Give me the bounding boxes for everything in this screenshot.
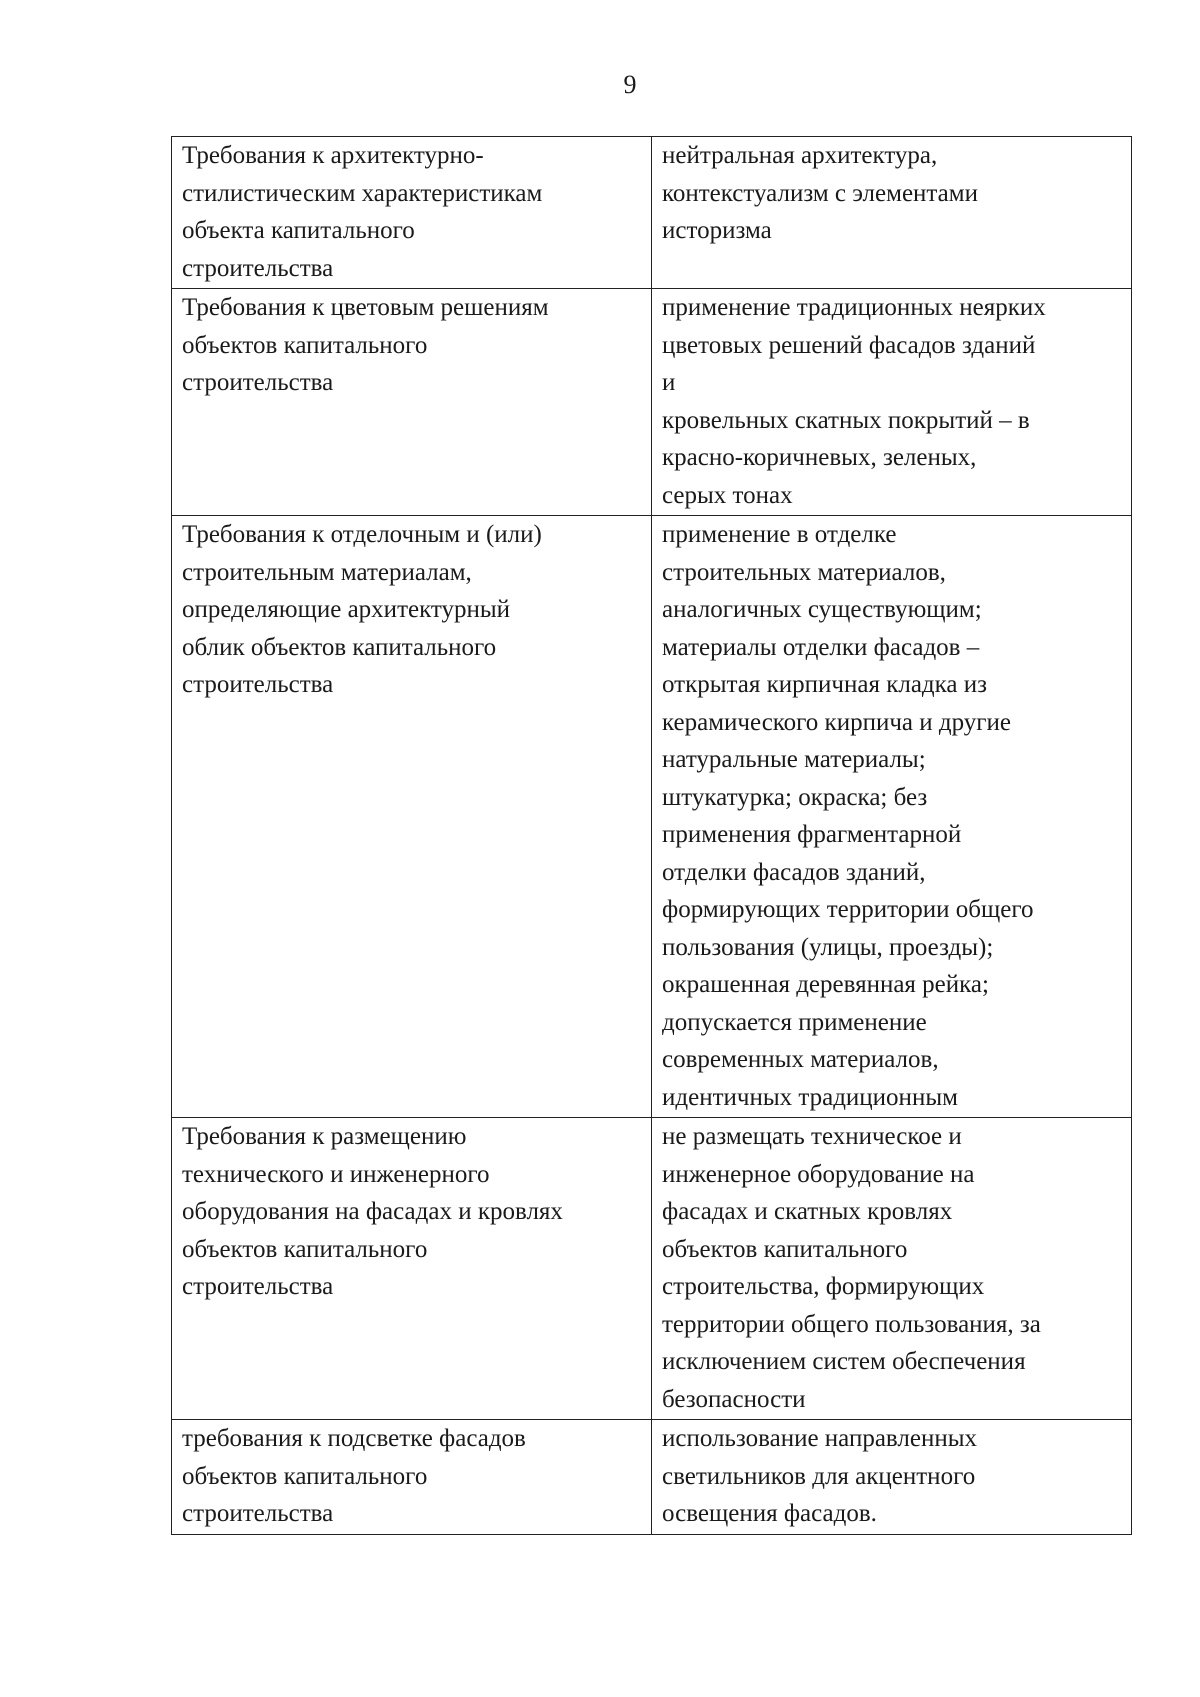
- requirement-cell: Требования к цветовым решениям объектов капитального строительства: [172, 289, 652, 516]
- requirement-cell: Требования к размещению технического и инженерного оборудования на фасадах и кровлях объектов капитального строительства: [172, 1118, 652, 1420]
- value-cell: использование направленных светильников для акцентного освещения фасадов.: [652, 1420, 1132, 1535]
- requirement-cell: требования к подсветке фасадов объектов капитального строительства: [172, 1420, 652, 1535]
- value-cell: нейтральная архитектура, контекстуализм с элементами историзма: [652, 137, 1132, 289]
- value-cell: применение в отделке строительных материалов, аналогичных существующим; материалы отделки фасадов – открытая кирпичная кладка из керамического кирпича и другие натуральные материалы; штукатурка; окраска; без применения фрагментарной отделки фасадов зданий, формирующих территории общего пользования (улицы, проезды); окрашенная деревянная рейка; допускается применение современных материалов, идентичных традиционным: [652, 516, 1132, 1118]
- requirements-table: [171, 136, 1132, 1535]
- value-cell: не размещать техническое и инженерное оборудование на фасадах и скатных кровлях объектов капитального строительства, формирующих территории общего пользования, за исключением систем обеспечения безопасности: [652, 1118, 1132, 1420]
- table-row: [172, 1118, 1132, 1420]
- table-row: [172, 1420, 1132, 1535]
- table-row: [172, 289, 1132, 516]
- requirement-cell: Требования к архитектурно- стилистическим характеристикам объекта капитального строительства: [172, 137, 652, 289]
- table-row: [172, 137, 1132, 289]
- table-row: [172, 516, 1132, 1118]
- value-cell: применение традиционных неярких цветовых решений фасадов зданий и кровельных скатных покрытий – в красно-коричневых, зеленых, серых тонах: [652, 289, 1132, 516]
- requirement-cell: Требования к отделочным и (или) строительным материалам, определяющие архитектурный облик объектов капитального строительства: [172, 516, 652, 1118]
- page-number: 9: [623, 70, 637, 99]
